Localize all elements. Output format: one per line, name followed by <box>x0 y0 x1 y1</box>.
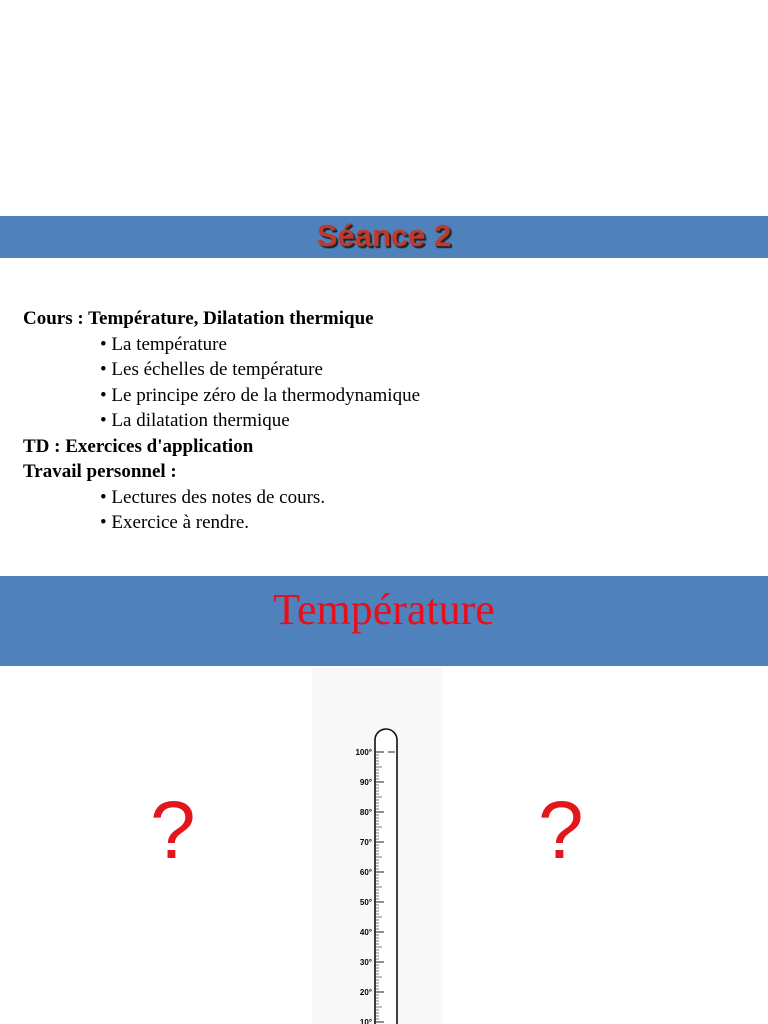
thermometer-label: 10° <box>359 1018 372 1024</box>
thermometer-label: 80° <box>359 808 372 817</box>
thermometer-figure <box>312 668 442 1024</box>
personal-work-item: • Exercice à rendre. <box>100 512 250 533</box>
session-title: Séance 2 <box>316 218 452 253</box>
course-item: • Les échelles de température <box>100 359 323 380</box>
question-mark-left: ? <box>150 785 196 876</box>
session-header-band <box>0 216 768 258</box>
thermometer-label: 90° <box>359 778 372 787</box>
course-item: • La température <box>100 333 227 355</box>
personal-work-heading: Travail personnel : <box>23 461 177 482</box>
section-header-band <box>0 576 768 666</box>
section-title: Température <box>273 585 495 634</box>
course-heading: Cours : Température, Dilatation thermique <box>23 308 374 329</box>
thermometer-label: 40° <box>359 928 372 937</box>
personal-work-item: • Lectures des notes de cours. <box>100 486 326 508</box>
course-item: • La dilatation thermique <box>100 410 290 431</box>
course-item: • Le principe zéro de la thermodynamique <box>100 384 421 406</box>
td-heading: TD : Exercices d'application <box>23 435 254 457</box>
thermometer-label: 20° <box>359 988 372 997</box>
thermometer-label: 60° <box>359 868 372 877</box>
thermometer-label: 30° <box>359 958 372 967</box>
thermometer-label: 70° <box>359 838 372 847</box>
thermometer-label: 100° <box>355 748 372 757</box>
thermometer-svg <box>312 668 442 1024</box>
session-outline <box>23 306 420 536</box>
thermometer-label: 50° <box>359 898 372 907</box>
question-mark-right: ? <box>538 785 584 876</box>
